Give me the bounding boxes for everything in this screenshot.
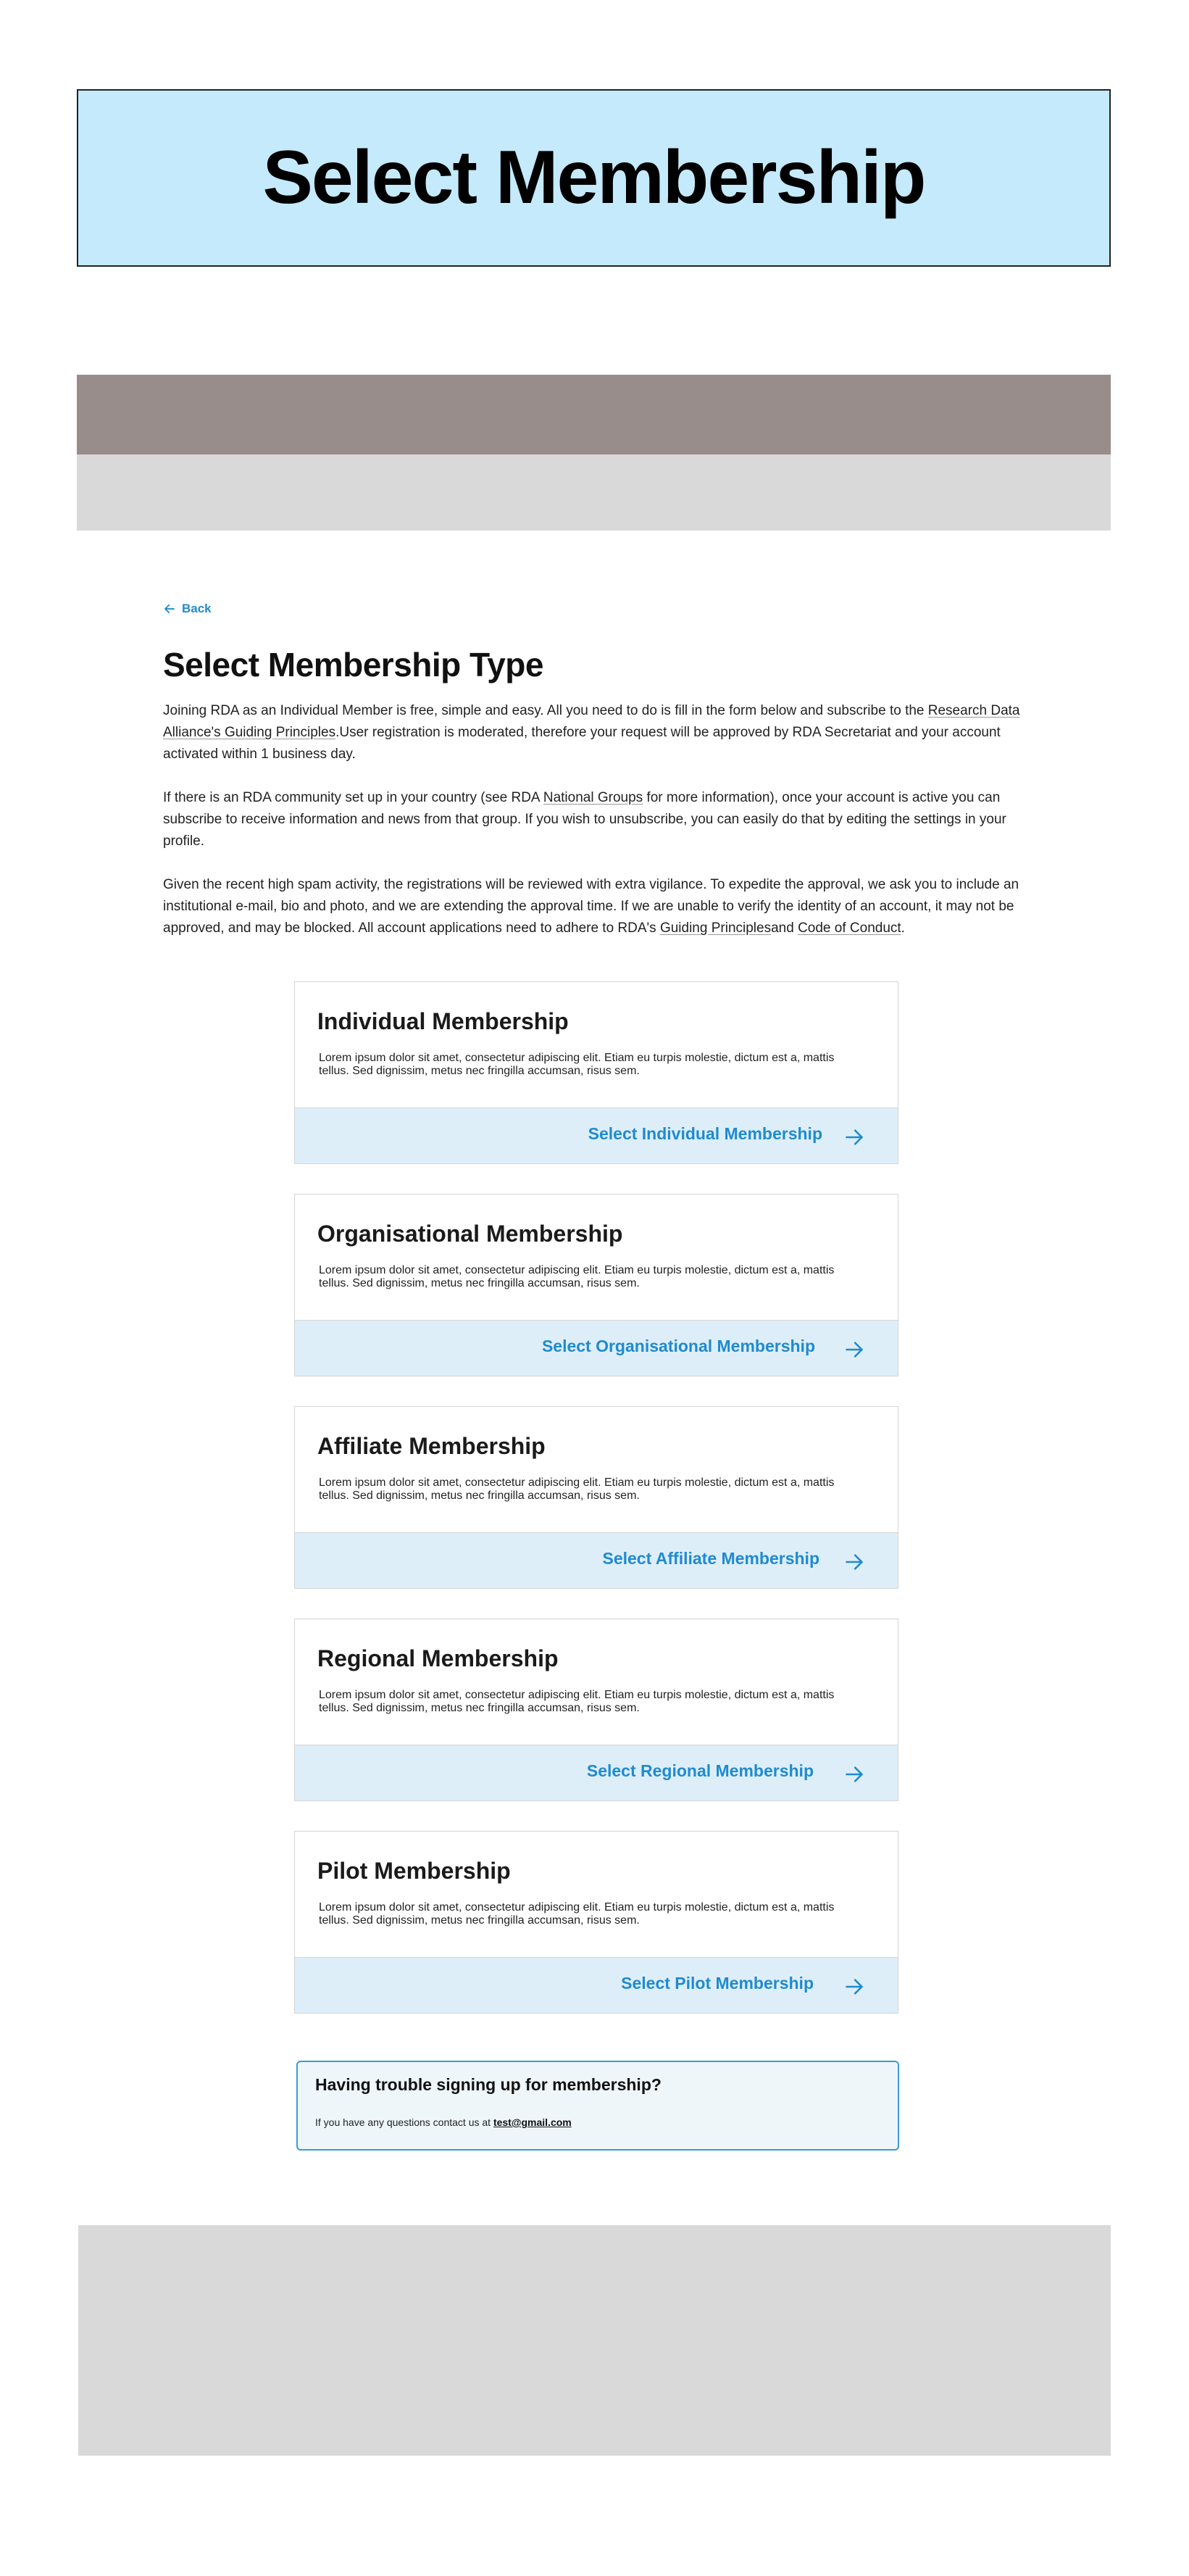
card-description: Lorem ipsum dolor sit amet, consectetur adipiscing elit. Etiam eu turpis molestie, dictum est a, mattis tellus. Sed dignissim, metus nec fringilla accumsan, risus sem. xyxy=(319,1264,835,1289)
text: If there is an RDA community set up in your country (see RDA xyxy=(163,790,543,805)
card-description: Lorem ipsum dolor sit amet, consectetur adipiscing elit. Etiam eu turpis molestie, dictum est a, mattis tellus. Sed dignissim, metus nec fringilla accumsan, risus sem. xyxy=(319,1901,835,1927)
arrow-right-icon xyxy=(844,1552,864,1572)
select-affiliate-button[interactable] xyxy=(295,1532,898,1588)
card-title: Regional Membership xyxy=(317,1645,559,1671)
card-action-label: Select Organisational Membership xyxy=(541,1337,815,1355)
select-regional-button[interactable] xyxy=(295,1745,898,1800)
card-title: Individual Membership xyxy=(317,1008,569,1034)
intro-paragraph-2 xyxy=(163,787,1025,852)
text: . xyxy=(901,921,905,936)
intro-paragraph-1 xyxy=(163,700,1025,765)
help-text xyxy=(315,2116,880,2128)
help-box xyxy=(296,2061,899,2151)
arrow-right-icon xyxy=(844,1127,864,1147)
select-pilot-button[interactable] xyxy=(295,1957,898,2013)
image-placeholder-top xyxy=(77,375,1111,454)
text: for more information), once your account is active you can subscribe to receive information and news from that group. If you wish to unsubscribe, you can easily do that by editing the settings in your profile. xyxy=(163,790,1006,849)
text: Given the recent high spam activity, the registrations will be reviewed with extra vigilance. To expedite the approval, we ask you to include an institutional e-mail, bio and photo, and we are extending the approval time. If we are unable to verify the identity of an account, it may not be approved, and may be blocked. All account applications need to adhere to RDA's xyxy=(163,877,1019,936)
card-action-label: Select Pilot Membership xyxy=(621,1974,814,1993)
contact-email-link[interactable]: test@gmail.com xyxy=(493,2116,572,2128)
card-description: Lorem ipsum dolor sit amet, consectetur adipiscing elit. Etiam eu turpis molestie, dictum est a, mattis tellus. Sed dignissim, metus nec fringilla accumsan, risus sem. xyxy=(319,1476,835,1502)
card-action-label: Select Individual Membership xyxy=(588,1124,822,1143)
text: .User registration is moderated, therefore your request will be approved by RDA Secretariat and your account activated within 1 business day. xyxy=(163,725,1001,762)
text: Joining RDA as an Individual Member is free, simple and easy. All you need to do is fill in the form below and subscribe to the xyxy=(163,703,928,718)
card-affiliate xyxy=(294,1406,898,1589)
guiding-principles-link[interactable]: Research Data Alliance's Guiding Principles xyxy=(163,703,1020,740)
intro-text xyxy=(163,700,1025,939)
card-pilot xyxy=(294,1831,898,2014)
arrow-right-icon xyxy=(844,1339,864,1360)
hero-banner xyxy=(77,89,1111,267)
card-action-label: Select Affiliate Membership xyxy=(602,1549,819,1568)
hero-title: Select Membership xyxy=(262,136,925,220)
membership-cards xyxy=(294,981,898,2043)
card-description: Lorem ipsum dolor sit amet, consectetur adipiscing elit. Etiam eu turpis molestie, dictum est a, mattis tellus. Sed dignissim, metus nec fringilla accumsan, risus sem. xyxy=(319,1052,835,1077)
image-placeholder-bottom xyxy=(77,454,1111,531)
select-organisational-button[interactable] xyxy=(295,1320,898,1376)
arrow-right-icon xyxy=(844,1977,864,1997)
national-groups-link[interactable]: National Groups xyxy=(543,790,643,805)
card-description: Lorem ipsum dolor sit amet, consectetur adipiscing elit. Etiam eu turpis molestie, dictum est a, mattis tellus. Sed dignissim, metus nec fringilla accumsan, risus sem. xyxy=(319,1689,835,1714)
select-individual-button[interactable] xyxy=(295,1108,898,1163)
card-title: Affiliate Membership xyxy=(317,1433,546,1459)
card-title: Pilot Membership xyxy=(317,1858,511,1884)
footer-placeholder xyxy=(78,2225,1111,2456)
card-individual xyxy=(294,981,898,1164)
help-title: Having trouble signing up for membership? xyxy=(315,2075,662,2094)
card-organisational xyxy=(294,1194,898,1376)
code-of-conduct-link[interactable]: Code of Conduct xyxy=(798,921,901,936)
card-action-label: Select Regional Membership xyxy=(586,1761,814,1780)
help-text-label: If you have any questions contact us at xyxy=(315,2116,493,2128)
back-link[interactable] xyxy=(163,602,212,616)
main-content xyxy=(163,602,1025,939)
guiding-principles-link-2[interactable]: Guiding Principles xyxy=(659,921,772,936)
text: and xyxy=(771,921,798,936)
intro-paragraph-3 xyxy=(163,874,1025,939)
arrow-right-icon xyxy=(844,1764,864,1784)
page-title: Select Membership Type xyxy=(163,646,543,684)
card-title: Organisational Membership xyxy=(317,1221,623,1247)
card-regional xyxy=(294,1619,898,1801)
back-label: Back xyxy=(182,602,212,615)
arrow-left-icon xyxy=(163,602,176,615)
